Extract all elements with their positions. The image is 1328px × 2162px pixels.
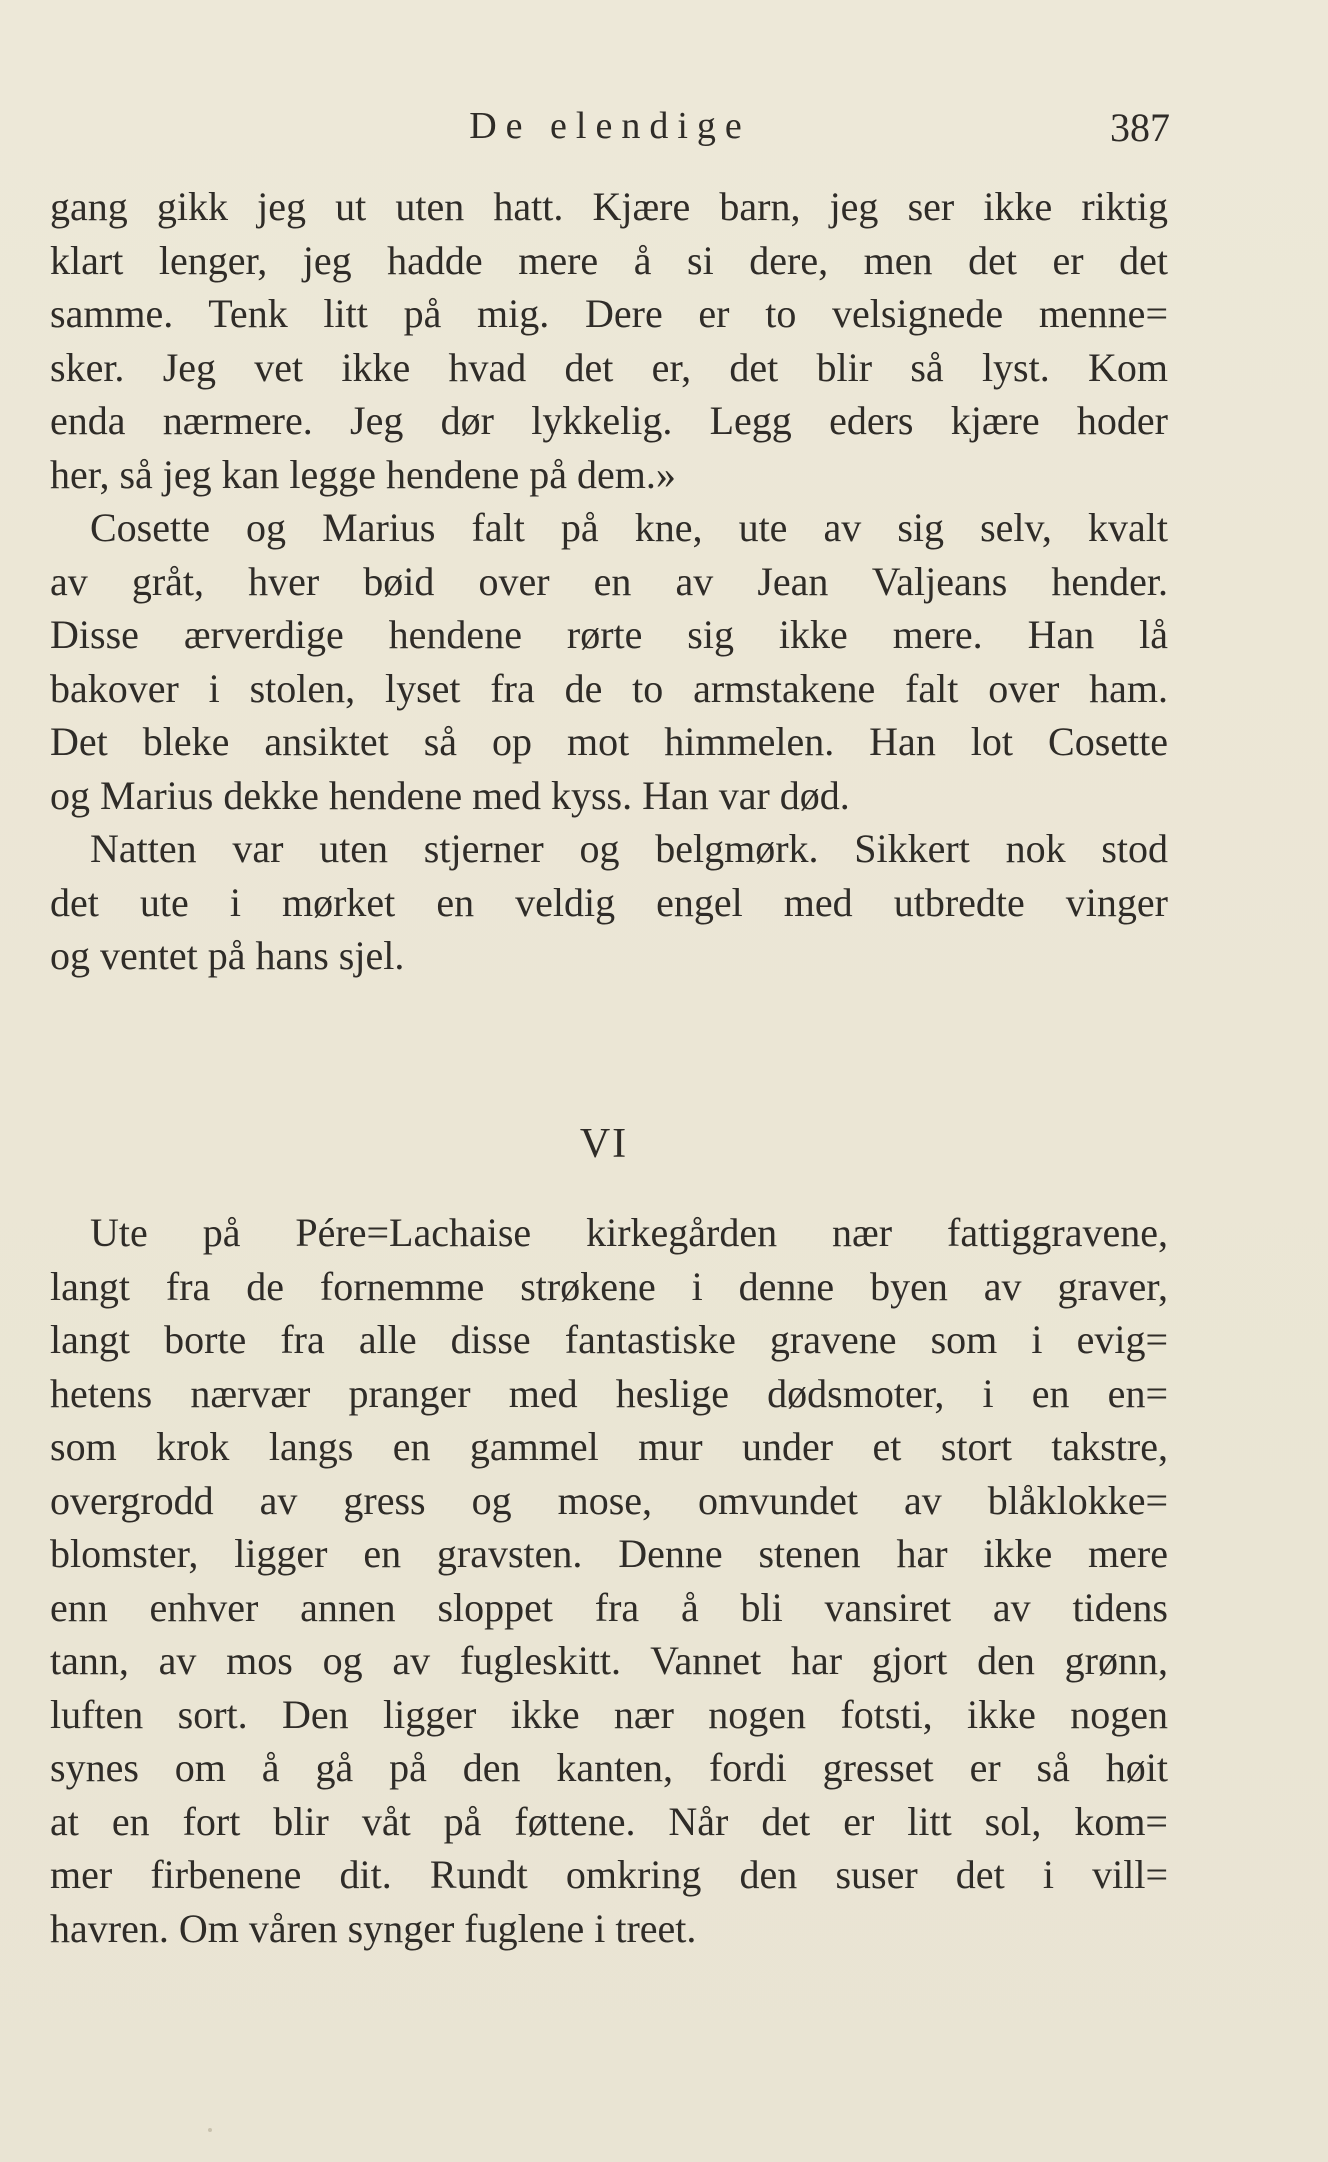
text-line: og ventet på hans sjel. xyxy=(50,933,405,978)
text-line: Det bleke ansiktet så op mot himmelen. Han lot Cosette xyxy=(50,719,1168,764)
text-line: som krok langs en gammel mur under et stort takstre, xyxy=(50,1424,1168,1469)
text-line: sker. Jeg vet ikke hvad det er, det blir så lyst. Kom xyxy=(50,344,1168,390)
text-block-2 xyxy=(50,1206,1168,1955)
text-line: langt fra de fornemme strøkene i denne byen av graver, xyxy=(50,1263,1168,1309)
text-line: tann, av mos og av fugleskitt. Vannet har gjort den grønn, xyxy=(50,1638,1168,1683)
text-line: enn enhver annen sloppet fra å bli vansiret av tidens xyxy=(50,1584,1168,1630)
text-line: langt borte fra alle disse fantastiske gravene som i evig= xyxy=(50,1317,1168,1362)
text-line: samme. Tenk litt på mig. Dere er to velsignede menne= xyxy=(50,291,1168,336)
text-line: Cosette og Marius falt på kne, ute av sig selv, kvalt xyxy=(90,505,1168,550)
text-line: klart lenger, jeg hadde mere å si dere, men det er det xyxy=(50,237,1168,283)
text-line: hetens nærvær pranger med heslige dødsmoter, i en en= xyxy=(50,1370,1168,1416)
text-line: her, så jeg kan legge hendene på dem.» xyxy=(50,451,676,497)
running-head xyxy=(50,100,1170,160)
text-line: og Marius dekke hendene med kyss. Han var død. xyxy=(50,772,850,818)
text-line: Ute på Pére=Lachaise kirkegården nær fattiggravene, xyxy=(90,1210,1168,1255)
text-block-1 xyxy=(50,180,1168,983)
text-line: Natten var uten stjerner og belgmørk. Sikkert nok stod xyxy=(90,826,1168,871)
text-line: enda nærmere. Jeg dør lykkelig. Legg eders kjære hoder xyxy=(50,398,1168,443)
running-title: De elendige xyxy=(469,105,751,147)
text-line: havren. Om våren synger fuglene i treet. xyxy=(50,1905,697,1951)
paper-speck xyxy=(208,2128,212,2132)
chapter-heading: VI xyxy=(579,1121,629,1167)
text-line: bakover i stolen, lyset fra de to armstakene falt over ham. xyxy=(50,665,1168,711)
page-number: 387 xyxy=(1110,105,1170,150)
text-line: overgrodd av gress og mose, omvundet av blåklokke= xyxy=(50,1477,1168,1523)
text-line: mer firbenene dit. Rundt omkring den suser det i vill= xyxy=(50,1852,1168,1897)
text-line: gang gikk jeg ut uten hatt. Kjære barn, jeg ser ikke riktig xyxy=(50,184,1168,229)
text-line: av gråt, hver bøid over en av Jean Valjeans hender. xyxy=(50,558,1168,604)
text-line: synes om å gå på den kanten, fordi gresset er så høit xyxy=(50,1745,1168,1790)
text-line: blomster, ligger en gravsten. Denne stenen har ikke mere xyxy=(50,1531,1168,1576)
text-line: luften sort. Den ligger ikke nær nogen fotsti, ikke nogen xyxy=(50,1691,1168,1737)
text-line: at en fort blir våt på føttene. Når det er litt sol, kom= xyxy=(50,1798,1168,1844)
text-line: det ute i mørket en veldig engel med utbredte vinger xyxy=(50,879,1168,925)
text-line: Disse ærverdige hendene rørte sig ikke mere. Han lå xyxy=(50,612,1168,657)
